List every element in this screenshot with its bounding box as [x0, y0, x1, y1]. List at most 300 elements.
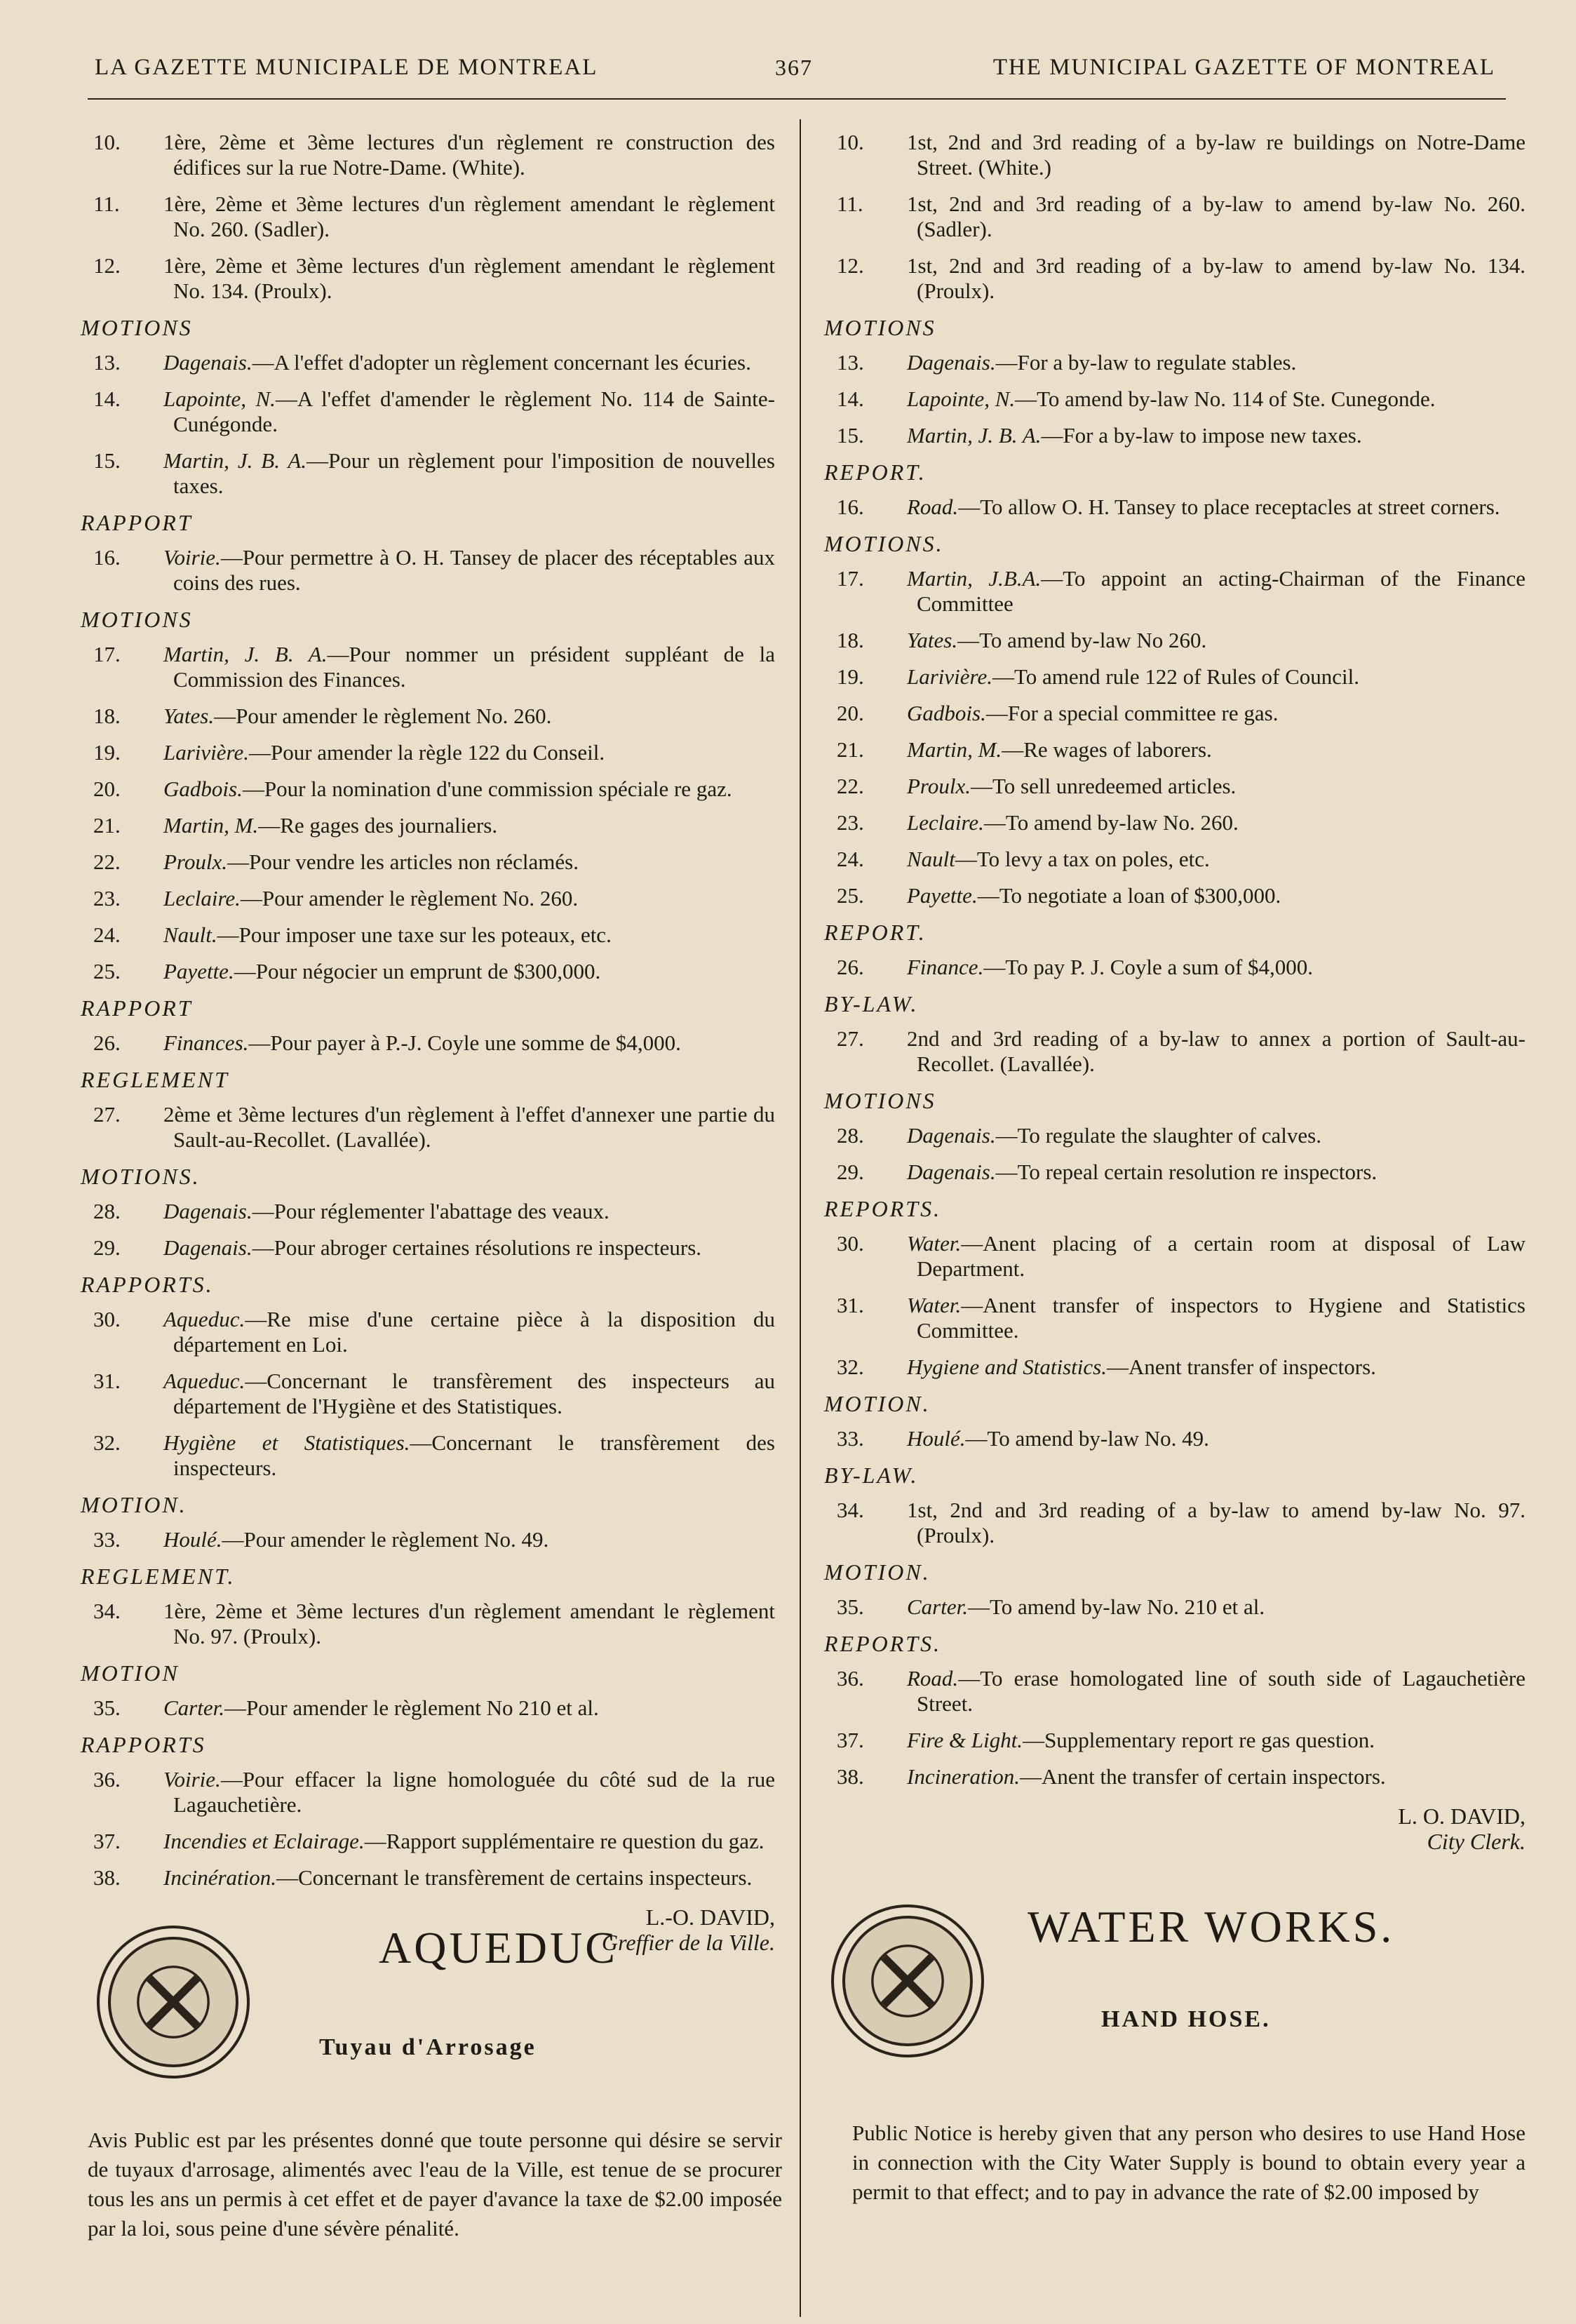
- header-rule: [88, 98, 1506, 100]
- section-heading: BY-LAW.: [824, 1463, 919, 1488]
- item-lead: Voirie.: [163, 545, 221, 570]
- item-number: 19.: [93, 740, 121, 765]
- item-lead: Gadbois.: [907, 701, 986, 725]
- item-lead: Proulx.: [163, 849, 227, 874]
- list-item: [81, 1199, 775, 1224]
- item-body: —For a by-law to impose new taxes.: [1041, 423, 1362, 448]
- item-body: —Pour payer à P.-J. Coyle une somme de $4,000.: [248, 1030, 681, 1055]
- item-lead: Road.: [907, 495, 959, 519]
- section-heading: RAPPORT: [81, 995, 193, 1021]
- list-item: [824, 423, 1526, 448]
- list-item: [81, 387, 775, 437]
- item-number: 14.: [93, 387, 121, 411]
- item-body: 2nd and 3rd reading of a by-law to annex a portion of Sault-au-Recollet. (Lavallée).: [907, 1026, 1526, 1076]
- list-item: [81, 849, 775, 875]
- list-item: [824, 566, 1526, 617]
- item-number: 36.: [837, 1666, 864, 1691]
- list-item: [824, 737, 1526, 763]
- item-number: 23.: [93, 886, 121, 911]
- item-text: [163, 1369, 775, 1419]
- list-item: [81, 922, 775, 948]
- item-number: 35.: [837, 1594, 864, 1619]
- list-item: [824, 1160, 1526, 1185]
- item-number: 37.: [837, 1728, 864, 1752]
- item-body: —Supplementary report re gas question.: [1023, 1728, 1375, 1752]
- en-group-k: [824, 1594, 1526, 1620]
- item-text: [907, 253, 1526, 304]
- list-item: [81, 1695, 775, 1721]
- item-number: 27.: [837, 1026, 864, 1051]
- item-number: 23.: [837, 810, 864, 835]
- item-number: 25.: [837, 883, 864, 908]
- item-number: 36.: [93, 1767, 121, 1792]
- signature-name: L.-O. DAVID,: [645, 1905, 775, 1930]
- item-body: —Pour amender la règle 122 du Conseil.: [248, 740, 605, 765]
- item-body: —To levy a tax on poles, etc.: [955, 847, 1210, 871]
- signature-role: Greffier de la Ville.: [601, 1930, 775, 1955]
- item-lead: Dagenais.: [163, 350, 252, 375]
- item-text: [163, 192, 775, 242]
- item-number: 18.: [93, 704, 121, 728]
- ad-title: AQUEDUC: [379, 1923, 618, 1973]
- item-text: [163, 1235, 775, 1261]
- item-text: [907, 737, 1526, 763]
- item-text: [907, 1764, 1526, 1789]
- column-divider: [800, 119, 801, 2317]
- item-text: [907, 192, 1526, 242]
- item-body: —Pour amender le règlement No. 260.: [240, 886, 579, 911]
- item-lead: Water.: [907, 1293, 962, 1317]
- item-lead: Nault: [907, 847, 955, 871]
- item-body: —To appoint an acting-Chairman of the Finance Committee: [917, 566, 1526, 616]
- item-text: [163, 1430, 775, 1481]
- fr-group-f: [81, 1102, 775, 1153]
- list-item: [824, 628, 1526, 653]
- en-group-d: [824, 566, 1526, 908]
- list-item: [824, 701, 1526, 726]
- fr-group-k: [81, 1695, 775, 1721]
- item-text: [163, 777, 775, 802]
- list-item: [824, 664, 1526, 690]
- fr-group-a: [81, 130, 775, 304]
- item-text: [907, 1498, 1526, 1548]
- item-text: [163, 130, 775, 180]
- item-number: 25.: [93, 959, 121, 983]
- fr-group-h: [81, 1307, 775, 1481]
- french-column: [81, 130, 775, 1955]
- item-body: —To negotiate a loan of $300,000.: [977, 883, 1281, 908]
- item-number: 19.: [837, 664, 864, 689]
- item-lead: Gadbois.: [163, 777, 243, 801]
- item-body: —Anent placing of a certain room at disposal of Law Department.: [917, 1231, 1526, 1281]
- item-text: [907, 1026, 1526, 1077]
- item-text: [907, 495, 1526, 520]
- item-text: [907, 1160, 1526, 1185]
- item-text: [163, 1527, 775, 1552]
- item-text: [907, 130, 1526, 180]
- section-heading: BY-LAW.: [824, 991, 919, 1016]
- fr-group-i: [81, 1527, 775, 1552]
- list-item: [81, 642, 775, 692]
- item-number: 24.: [837, 847, 864, 871]
- item-body: —Anent the transfer of certain inspectors.: [1020, 1764, 1386, 1789]
- item-body: —To regulate the slaughter of calves.: [995, 1123, 1321, 1148]
- item-lead: Yates.: [907, 628, 958, 652]
- list-item: [824, 1666, 1526, 1717]
- item-number: 28.: [93, 1199, 121, 1223]
- list-item: [81, 959, 775, 984]
- item-text: [907, 628, 1526, 653]
- item-number: 24.: [93, 922, 121, 947]
- item-body: 1ère, 2ème et 3ème lectures d'un règlement amendant le règlement No. 97. (Proulx).: [163, 1599, 775, 1648]
- item-number: 16.: [93, 545, 121, 570]
- item-text: [907, 566, 1526, 617]
- list-item: [81, 704, 775, 729]
- section-heading: MOTIONS: [81, 607, 193, 632]
- fr-group-c: [81, 545, 775, 596]
- list-item: [824, 1355, 1526, 1380]
- item-text: [907, 774, 1526, 799]
- item-lead: Lapointe, N.: [907, 387, 1016, 411]
- section-heading: REPORT.: [824, 920, 927, 945]
- item-text: [163, 253, 775, 304]
- city-seal-icon: [831, 1905, 984, 2057]
- item-lead: Aqueduc.: [163, 1307, 245, 1331]
- en-group-h: [824, 1231, 1526, 1380]
- ad-title: WATER WORKS.: [1028, 1902, 1395, 1952]
- page-number: 367: [775, 55, 813, 80]
- item-text: [163, 350, 775, 375]
- item-lead: Dagenais.: [907, 1123, 996, 1148]
- item-text: [907, 701, 1526, 726]
- fr-group-b: [81, 350, 775, 499]
- list-item: [824, 253, 1526, 304]
- item-body: —Re wages of laborers.: [1002, 737, 1212, 762]
- item-number: 33.: [837, 1426, 864, 1451]
- item-text: [907, 847, 1526, 872]
- item-number: 17.: [837, 566, 864, 591]
- list-item: [824, 955, 1526, 980]
- item-text: [163, 922, 775, 948]
- list-item: [824, 774, 1526, 799]
- item-text: [163, 1307, 775, 1357]
- list-item: [81, 350, 775, 375]
- item-body: —A l'effet d'adopter un règlement concernant les écuries.: [252, 350, 751, 375]
- item-number: 21.: [93, 813, 121, 838]
- list-item: [824, 1728, 1526, 1753]
- item-body: 1ère, 2ème et 3ème lectures d'un règlement amendant le règlement No. 134. (Proulx).: [163, 253, 775, 303]
- list-item: [81, 1599, 775, 1649]
- item-body: —To amend by-law No. 114 of Ste. Cunegonde.: [1015, 387, 1436, 411]
- item-body: —To erase homologated line of south side of Lagauchetière Street.: [917, 1666, 1526, 1716]
- item-number: 35.: [93, 1695, 121, 1720]
- item-lead: Dagenais.: [907, 1160, 996, 1184]
- item-lead: Finances.: [163, 1030, 249, 1055]
- list-item: [824, 130, 1526, 180]
- item-number: 12.: [837, 253, 864, 278]
- item-body: —Re mise d'une certaine pièce à la disposition du département en Loi.: [173, 1307, 775, 1357]
- item-lead: Nault.: [163, 922, 217, 947]
- list-item: [81, 545, 775, 596]
- list-item: [824, 192, 1526, 242]
- item-lead: Voirie.: [163, 1767, 221, 1792]
- item-body: —Concernant le transfèrement des inspecteurs au département de l'Hygiène et des Statistiques.: [173, 1369, 775, 1418]
- item-text: [163, 1199, 775, 1224]
- section-heading: REPORTS.: [824, 1631, 942, 1656]
- item-number: 22.: [837, 774, 864, 798]
- list-item: [81, 1767, 775, 1818]
- item-lead: Carter.: [163, 1695, 224, 1720]
- item-lead: Martin, J.B.A.: [907, 566, 1042, 591]
- list-item: [81, 1307, 775, 1357]
- list-item: [81, 886, 775, 911]
- item-body: —Pour négocier un emprunt de $300,000.: [234, 959, 601, 983]
- item-text: [163, 448, 775, 499]
- item-text: [163, 704, 775, 729]
- item-number: 17.: [93, 642, 121, 666]
- section-heading: RAPPORT: [81, 510, 193, 535]
- item-body: 1st, 2nd and 3rd reading of a by-law re buildings on Notre-Dame Street. (White.): [907, 130, 1526, 180]
- item-body: —Pour amender le règlement No. 260.: [214, 704, 552, 728]
- item-body: 1st, 2nd and 3rd reading of a by-law to amend by-law No. 260. (Sadler).: [907, 192, 1526, 241]
- item-body: —Concernant le transfèrement de certains inspecteurs.: [276, 1865, 753, 1890]
- item-text: [163, 387, 775, 437]
- en-group-j: [824, 1498, 1526, 1548]
- item-text: [907, 1594, 1526, 1620]
- list-item: [81, 1235, 775, 1261]
- item-body: —Pour amender le règlement No 210 et al.: [224, 1695, 599, 1720]
- item-number: 22.: [93, 849, 121, 874]
- signature-block: [824, 1804, 1526, 1854]
- en-group-i: [824, 1426, 1526, 1451]
- item-body: —Pour abroger certaines résolutions re inspecteurs.: [252, 1235, 702, 1260]
- list-item: [824, 350, 1526, 375]
- item-body: —To amend by-law No. 260.: [983, 810, 1239, 835]
- list-item: [824, 810, 1526, 835]
- list-item: [824, 1123, 1526, 1148]
- item-body: —For a by-law to regulate stables.: [995, 350, 1297, 375]
- list-item: [824, 387, 1526, 412]
- item-number: 29.: [93, 1235, 121, 1260]
- english-column: [824, 130, 1526, 1854]
- list-item: [824, 847, 1526, 872]
- list-item: [81, 1030, 775, 1056]
- item-number: 33.: [93, 1527, 121, 1552]
- ad-body: Public Notice is hereby given that any person who desires to use Hand Hose in connection with the City Water Supply is bound to obtain every year a permit to that effect; and to pay in advance the rate of $2.00 imposed by: [852, 2121, 1526, 2204]
- list-item: [824, 1293, 1526, 1343]
- item-lead: Road.: [907, 1666, 959, 1691]
- item-text: [163, 886, 775, 911]
- item-number: 10.: [93, 130, 121, 154]
- item-body: —Anent transfer of inspectors.: [1106, 1355, 1376, 1379]
- item-lead: Aqueduc.: [163, 1369, 245, 1393]
- item-lead: Dagenais.: [907, 350, 996, 375]
- item-lead: Hygiene and Statistics.: [907, 1355, 1107, 1379]
- fr-group-g: [81, 1199, 775, 1261]
- item-text: [907, 810, 1526, 835]
- item-text: [163, 1695, 775, 1721]
- item-lead: Martin, J. B. A.: [907, 423, 1042, 448]
- item-number: 26.: [837, 955, 864, 979]
- section-heading: RAPPORTS: [81, 1732, 206, 1757]
- item-number: 13.: [837, 350, 864, 375]
- item-lead: Larivière.: [907, 664, 992, 689]
- item-body: —A l'effet d'amender le règlement No. 114 de Sainte-Cunégonde.: [173, 387, 775, 436]
- list-item: [81, 740, 775, 765]
- item-lead: Martin, M.: [907, 737, 1002, 762]
- item-number: 21.: [837, 737, 864, 762]
- item-text: [163, 1102, 775, 1153]
- item-body: 2ème et 3ème lectures d'un règlement à l'effet d'annexer une partie du Sault-au-Recollet. (Lavallée).: [163, 1102, 775, 1152]
- section-heading: MOTIONS: [824, 315, 936, 340]
- list-item: [824, 1426, 1526, 1451]
- item-body: 1st, 2nd and 3rd reading of a by-law to amend by-law No. 134. (Proulx).: [907, 253, 1526, 303]
- item-number: 34.: [837, 1498, 864, 1522]
- item-text: [163, 813, 775, 838]
- item-number: 32.: [837, 1355, 864, 1379]
- list-item: [81, 1527, 775, 1552]
- fr-group-j: [81, 1599, 775, 1649]
- item-number: 16.: [837, 495, 864, 519]
- list-item: [81, 777, 775, 802]
- item-text: [163, 740, 775, 765]
- item-body: —To pay P. J. Coyle a sum of $4,000.: [983, 955, 1314, 979]
- item-body: —Pour vendre les articles non réclamés.: [227, 849, 579, 874]
- item-text: [907, 1728, 1526, 1753]
- item-number: 26.: [93, 1030, 121, 1055]
- item-lead: Dagenais.: [163, 1199, 252, 1223]
- item-lead: Martin, J. B. A.: [163, 448, 307, 473]
- list-item: [81, 813, 775, 838]
- list-item: [824, 1498, 1526, 1548]
- list-item: [81, 1865, 775, 1890]
- item-lead: Incinération.: [163, 1865, 276, 1890]
- item-lead: Hygiène et Statistiques.: [163, 1430, 410, 1455]
- header-french-title: LA GAZETTE MUNICIPALE DE MONTREAL: [95, 55, 598, 80]
- list-item: [81, 1102, 775, 1153]
- item-lead: Carter.: [907, 1594, 968, 1619]
- ad-body: Avis Public est par les présentes donné que toute personne qui désire se servir de tuyaux d'arrosage, alimentés avec l'eau de la Ville, est tenue de se procurer tous les ans un permis à cet effet et de payer d'avance la taxe de $2.00 imposée par la loi, sous peine d'une sévère pénalité.: [88, 2128, 782, 2241]
- section-heading: MOTION.: [824, 1391, 931, 1416]
- item-text: [163, 545, 775, 596]
- item-lead: Martin, M.: [163, 813, 259, 838]
- item-text: [163, 959, 775, 984]
- list-item: [824, 495, 1526, 520]
- item-lead: Payette.: [163, 959, 234, 983]
- list-item: [81, 448, 775, 499]
- item-text: [907, 1293, 1526, 1343]
- item-number: 20.: [93, 777, 121, 801]
- item-body: —Pour nommer un président suppléant de la Commission des Finances.: [173, 642, 776, 692]
- item-lead: Fire & Light.: [907, 1728, 1023, 1752]
- item-number: 10.: [837, 130, 864, 154]
- item-number: 29.: [837, 1160, 864, 1184]
- item-number: 15.: [837, 423, 864, 448]
- item-body: —To repeal certain resolution re inspectors.: [995, 1160, 1378, 1184]
- item-text: [907, 1231, 1526, 1282]
- item-number: 11.: [93, 192, 120, 216]
- ad-subtitle: HAND HOSE.: [1101, 2006, 1271, 2032]
- fr-group-e: [81, 1030, 775, 1056]
- en-group-f: [824, 1026, 1526, 1077]
- signature-role: City Clerk.: [1427, 1829, 1526, 1854]
- list-item: [824, 1594, 1526, 1620]
- item-body: 1ère, 2ème et 3ème lectures d'un règlement re construction des édifices sur la rue Notre-Dame. (White).: [163, 130, 775, 180]
- section-heading: RAPPORTS.: [81, 1272, 214, 1297]
- list-item: [81, 130, 775, 180]
- item-text: [907, 350, 1526, 375]
- item-body: —Rapport supplémentaire re question du gaz.: [364, 1829, 765, 1853]
- item-body: —Pour effacer la ligne homologuée du côté sud de la rue Lagauchetière.: [173, 1767, 775, 1817]
- item-text: [163, 1865, 775, 1890]
- item-body: 1ère, 2ème et 3ème lectures d'un règlement amendant le règlement No. 260. (Sadler).: [163, 192, 775, 241]
- item-body: —Pour amender le règlement No. 49.: [222, 1527, 549, 1552]
- item-body: —Pour un règlement pour l'imposition de nouvelles taxes.: [173, 448, 775, 498]
- item-text: [907, 955, 1526, 980]
- section-heading: MOTION.: [824, 1559, 931, 1585]
- section-heading: MOTION: [81, 1660, 180, 1686]
- item-lead: Water.: [907, 1231, 962, 1256]
- list-item: [824, 1026, 1526, 1077]
- en-group-c: [824, 495, 1526, 520]
- en-group-a: [824, 130, 1526, 304]
- list-item: [81, 253, 775, 304]
- item-number: 12.: [93, 253, 121, 278]
- item-lead: Houlé.: [907, 1426, 966, 1451]
- item-body: —To amend by-law No 260.: [957, 628, 1207, 652]
- item-text: [907, 1426, 1526, 1451]
- item-number: 38.: [93, 1865, 121, 1890]
- section-heading: MOTIONS.: [81, 1164, 201, 1189]
- section-heading: MOTIONS: [824, 1088, 936, 1113]
- city-seal-icon: [97, 1926, 250, 2078]
- list-item: [81, 192, 775, 242]
- item-text: [163, 1599, 775, 1649]
- section-heading: MOTIONS: [81, 315, 193, 340]
- item-lead: Payette.: [907, 883, 978, 908]
- item-number: 32.: [93, 1430, 121, 1455]
- item-body: —Pour réglementer l'abattage des veaux.: [252, 1199, 609, 1223]
- item-body: —To amend by-law No. 210 et al.: [968, 1594, 1265, 1619]
- item-body: —Re gages des journaliers.: [258, 813, 498, 838]
- item-number: 34.: [93, 1599, 121, 1623]
- fr-group-d: [81, 642, 775, 984]
- item-number: 14.: [837, 387, 864, 411]
- item-body: 1st, 2nd and 3rd reading of a by-law to amend by-law No. 97. (Proulx).: [907, 1498, 1526, 1547]
- item-body: —To sell unredeemed articles.: [970, 774, 1237, 798]
- item-text: [907, 387, 1526, 412]
- item-text: [163, 1767, 775, 1818]
- item-lead: Leclaire.: [907, 810, 984, 835]
- item-text: [907, 1355, 1526, 1380]
- item-number: 38.: [837, 1764, 864, 1789]
- signature-name: L. O. DAVID,: [1398, 1804, 1526, 1829]
- header-english-title: THE MUNICIPAL GAZETTE OF MONTREAL: [992, 55, 1495, 80]
- section-heading: REPORT.: [824, 459, 927, 485]
- item-number: 30.: [93, 1307, 121, 1331]
- item-lead: Incineration.: [907, 1764, 1020, 1789]
- list-item: [81, 1829, 775, 1854]
- item-text: [163, 1030, 775, 1056]
- list-item: [81, 1430, 775, 1481]
- item-text: [907, 423, 1526, 448]
- item-number: 37.: [93, 1829, 121, 1853]
- item-text: [907, 1123, 1526, 1148]
- item-body: —To amend by-law No. 49.: [965, 1426, 1209, 1451]
- item-text: [907, 883, 1526, 908]
- item-lead: Finance.: [907, 955, 984, 979]
- item-number: 30.: [837, 1231, 864, 1256]
